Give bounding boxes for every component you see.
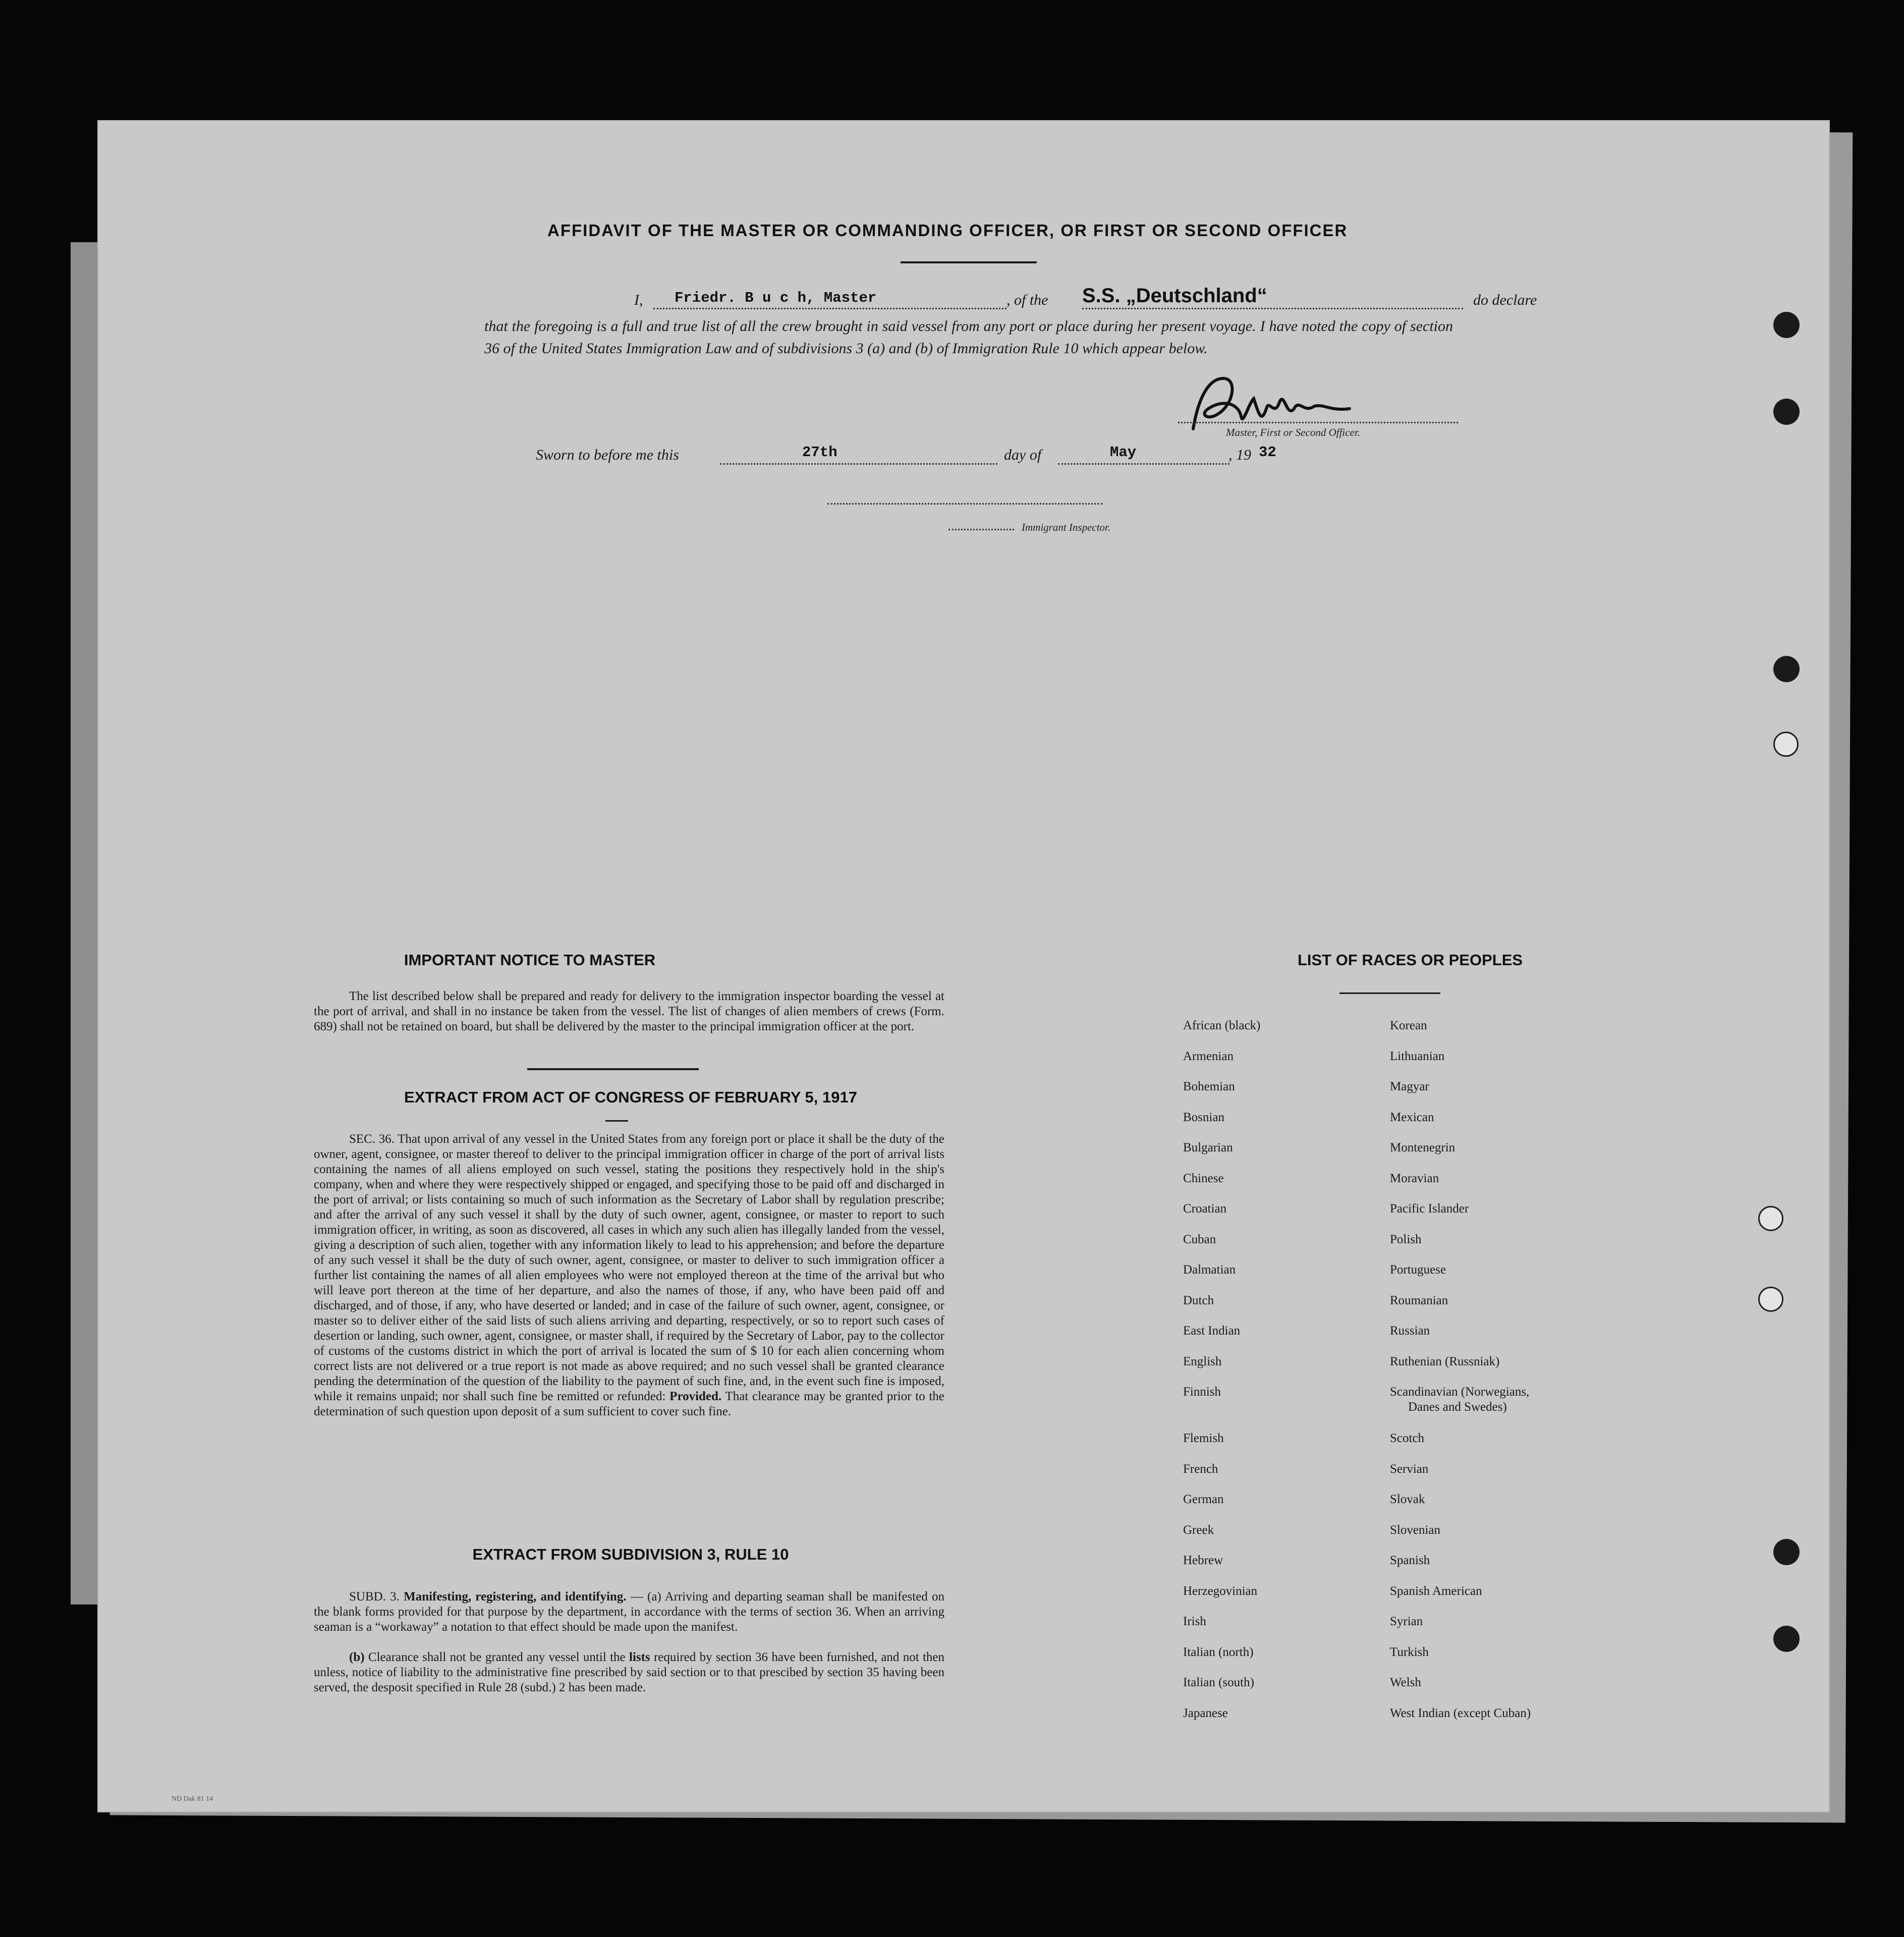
binder-hole-icon	[1773, 399, 1800, 425]
race-item: Irish	[1183, 1615, 1206, 1628]
races-rule	[1339, 992, 1440, 994]
race-item: Ruthenian (Russniak)	[1390, 1354, 1500, 1368]
race-item: Magyar	[1390, 1080, 1429, 1093]
inspector-caption: Immigrant Inspector.	[1022, 521, 1111, 533]
act-rule	[605, 1120, 628, 1122]
race-item: Mexican	[1390, 1110, 1434, 1124]
race-item: Herzegovinian	[1183, 1584, 1258, 1598]
race-item: Montenegrin	[1390, 1141, 1455, 1154]
races-title: LIST OF RACES OR PEOPLES	[1297, 951, 1523, 969]
race-item: Slovak	[1390, 1492, 1425, 1506]
race-item: Armenian	[1183, 1049, 1234, 1063]
race-item: West Indian (except Cuban)	[1390, 1706, 1531, 1720]
binder-hole-icon	[1773, 1539, 1800, 1565]
i-label: I,	[634, 292, 643, 308]
race-item: Cuban	[1183, 1232, 1216, 1246]
race-item: Spanish American	[1390, 1584, 1482, 1598]
races-left-column	[1183, 1018, 1260, 1736]
race-item: Welsh	[1390, 1676, 1421, 1689]
sworn-label: Sworn to before me this	[536, 447, 679, 463]
binder-hole-icon	[1773, 732, 1799, 757]
sworn-month-line	[1058, 463, 1229, 465]
race-item: English	[1183, 1354, 1222, 1368]
sworn-day: 27th	[802, 444, 837, 461]
race-item: Korean	[1390, 1019, 1427, 1032]
race-item: Lithuanian	[1390, 1049, 1445, 1063]
subd-heading: Manifesting, registering, and identifying.	[404, 1590, 627, 1603]
inspector-caption-line	[948, 529, 1014, 530]
race-item: Moravian	[1390, 1171, 1439, 1185]
of-the-label: , of the	[1006, 292, 1048, 308]
sworn-month: May	[1110, 444, 1137, 461]
race-item: Italian (south)	[1183, 1676, 1254, 1689]
race-item: Bosnian	[1183, 1110, 1224, 1124]
race-item: Portuguese	[1390, 1263, 1446, 1277]
notice-rule	[527, 1068, 699, 1070]
sworn-year: 32	[1259, 444, 1276, 461]
race-item: Hebrew	[1183, 1554, 1223, 1567]
race-item: Chinese	[1183, 1171, 1224, 1185]
race-item: Dalmatian	[1183, 1263, 1236, 1277]
rule-subd-a-text: SUBD. 3. Manifesting, registering, and identifying. — (a) Arriving and departing seaman shall be manifested on the blank forms provided for that purpose by the department, in accordance with the terms of section 36. When an arriving seaman is a “workaway” a notation to that effect should be made upon the manifest.	[314, 1590, 945, 1634]
race-item: Dutch	[1183, 1293, 1214, 1307]
race-item: German	[1183, 1492, 1224, 1506]
do-declare-label: do declare	[1473, 292, 1537, 308]
binder-hole-icon	[1773, 312, 1800, 338]
footer-mark: ND Dak 81 14	[172, 1795, 213, 1803]
race-item: Bohemian	[1183, 1080, 1235, 1093]
rule-subd-b-text: (b) Clearance shall not be granted any vessel until the lists required by section 36 have been furnished, and not then unless, notice of liability to the administrative fine prescribed by said section or to that prescibed by section 35 having been served, the desposit specified in Rule 28 (subd.) 2 has been made.	[314, 1650, 945, 1694]
declaration-text: that the foregoing is a full and true list of all the crew brought in said vessel from any port or place during her present voyage. I have noted the copy of section 36 of the United States Immigration Law and of subdivisions 3 (a) and (b) of Immigration Rule 10 which appear below.	[484, 318, 1453, 357]
race-item: Bulgarian	[1183, 1141, 1233, 1154]
race-item-scandinavian: Scandinavian (Norwegians, Danes and Swedes)	[1390, 1385, 1530, 1414]
race-item: Scotch	[1390, 1431, 1425, 1445]
affidavit-page	[98, 121, 1829, 1811]
binder-hole-icon	[1773, 656, 1800, 682]
race-item: Servian	[1390, 1462, 1429, 1476]
rule-extract-title: EXTRACT FROM SUBDIVISION 3, RULE 10	[472, 1545, 789, 1563]
races-right-column	[1390, 1018, 1531, 1736]
binder-hole-icon	[1758, 1206, 1783, 1231]
binder-hole-icon	[1758, 1287, 1783, 1312]
binder-hole-icon	[1773, 1626, 1800, 1652]
race-item: Flemish	[1183, 1431, 1224, 1445]
race-item: Russian	[1390, 1324, 1430, 1338]
race-item: French	[1183, 1462, 1218, 1476]
race-item: Croatian	[1183, 1202, 1227, 1215]
race-item: Roumanian	[1390, 1293, 1448, 1307]
race-item: Polish	[1390, 1232, 1422, 1246]
name-line	[653, 308, 1006, 309]
race-item: Slovenian	[1390, 1523, 1440, 1537]
race-item: Turkish	[1390, 1645, 1429, 1659]
act-extract-title: EXTRACT FROM ACT OF CONGRESS OF FEBRUARY 5, 1917	[404, 1088, 857, 1106]
race-item: Japanese	[1183, 1706, 1228, 1720]
sworn-day-line	[720, 463, 997, 465]
day-of-label: day of	[1004, 447, 1042, 463]
lists-label: lists	[629, 1650, 650, 1664]
title-rule	[901, 261, 1037, 263]
inspector-signature-line	[827, 503, 1102, 505]
master-name: Friedr. B u c h, Master	[675, 290, 877, 306]
race-item: Syrian	[1390, 1615, 1423, 1628]
affidavit-title: AFFIDAVIT OF THE MASTER OR COMMANDING OFFICER, OR FIRST OR SECOND OFFICER	[547, 221, 1348, 240]
notice-title: IMPORTANT NOTICE TO MASTER	[404, 951, 656, 969]
notice-text: The list described below shall be prepared and ready for delivery to the immigration inspector boarding the vessel at the port of arrival, and shall in no instance be taken from the vessel. The list of changes of alien members of crews (Form. 689) shall not be retained on board, but shall be delivered by the master to the principal immigration officer at the port.	[314, 989, 944, 1033]
year-prefix: , 19	[1228, 447, 1251, 463]
race-item: Greek	[1183, 1523, 1214, 1537]
race-item: Spanish	[1390, 1554, 1430, 1567]
act-section-36-text: SEC. 36. That upon arrival of any vessel in the United States from any foreign port or place it shall be the duty of the owner, agent, consignee, or master thereof to deliver to the principal immigration officer in charge of the port of arrival lists containing the names of all aliens employed on such vessel, stating the positions they respectively hold in the ship's company, when and where they were respectively shipped or engaged, and specifying those to be paid off and discharged in the port of arrival; or lists containing so much of such information as the Secretary of Labor shall by regulation prescribe; and after the arrival of any such vessel it shall by the duty of such owner, agent, consignee, or master to report to such immigration officer, in writing, as soon as discovered, all cases in which any such alien has illegally landed from the vessel, giving a description of such alien, together with any information likely to lead to his apprehension; and before the departure of any such vessel it shall be the duty of such owner, agent, consignee, or master to deliver to such immigration officer a further list containing the names of all alien employees who were not employed thereon at the time of the arrival but who will leave port thereon at the time of her departure, and also the names of those, if any, who have been paid off and discharged, and of those, if any, who have deserted or landed; and in case of the failure of such owner, agent, consignee, or master so to deliver either of the said lists of such aliens arriving and departing, respectively, or so to report such cases of desertion or landing, such owner, agent, consignee, or master shall, if required by the Secretary of Labor, pay to the collector of customs of the customs district in which the port of arrival is located the sum of $ 10 for each alien concerning whom correct lists are not delivered or a true report is not made as above required; and no such vessel shall be granted clearance pending the determination of the question of the liability to the payment of such fine, and, in the event such fine is imposed, while it remains unpaid; nor shall such fine be remitted or refunded: Provided. That clearance may be granted prior to the determination of such question upon deposit of a sum sufficient to cover such fine.	[314, 1132, 944, 1418]
vessel-line	[1082, 308, 1463, 309]
race-item: Pacific Islander	[1390, 1202, 1469, 1215]
vessel-name: S.S. „Deutschland“	[1082, 285, 1267, 307]
race-item: East Indian	[1183, 1324, 1241, 1338]
signature-line	[1178, 422, 1458, 423]
race-item: African (black)	[1183, 1019, 1261, 1032]
signature-caption: Master, First or Second Officer.	[1226, 426, 1360, 438]
provided-label: Provided.	[669, 1390, 722, 1403]
race-item: Finnish	[1183, 1385, 1221, 1399]
race-item: Italian (north)	[1183, 1645, 1254, 1659]
